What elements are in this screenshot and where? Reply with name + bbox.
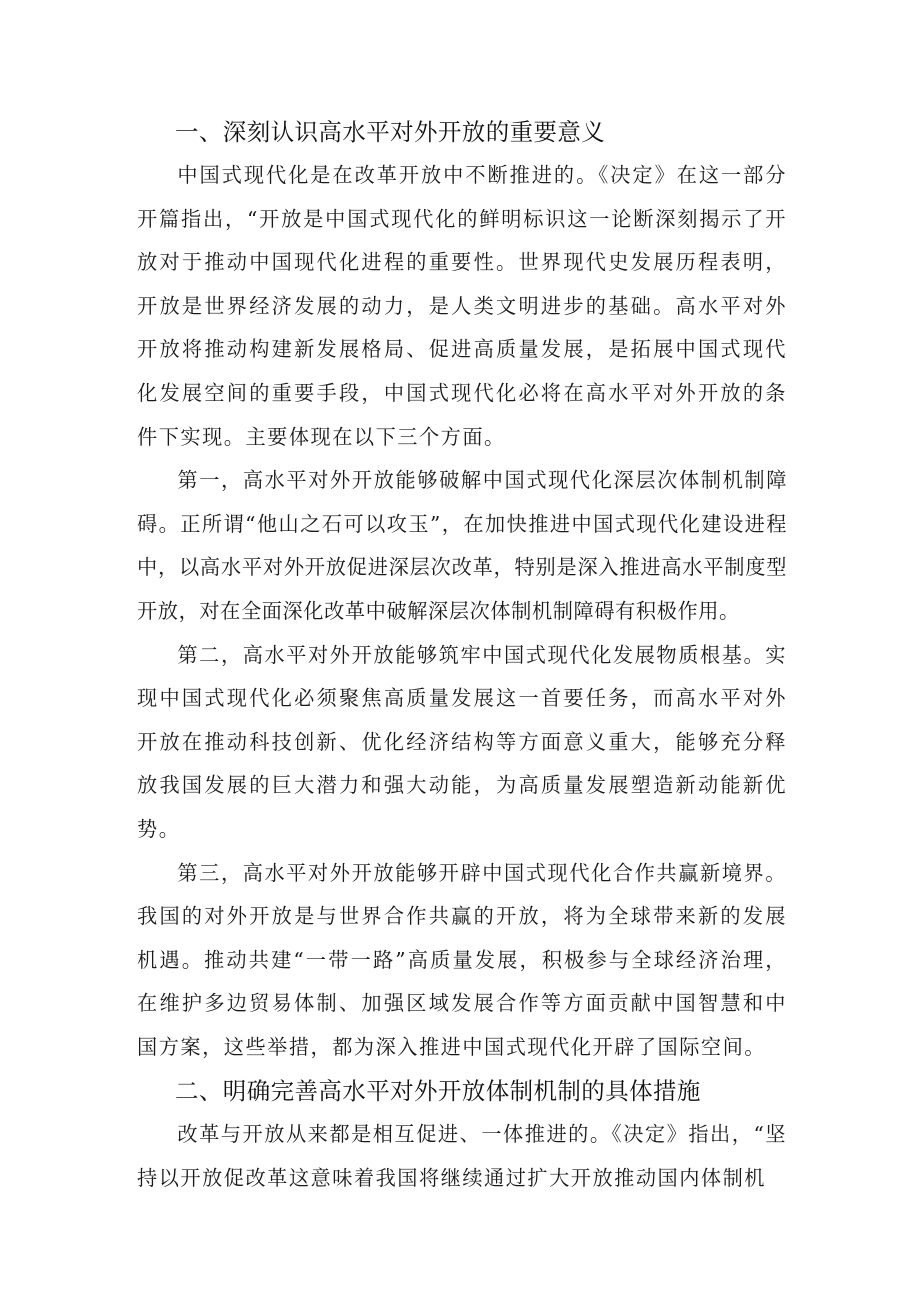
paragraph-point-3: 第三，高水平对外开放能够开辟中国式现代化合作共赢新境界。我国的对外开放是与世界合作共赢的开放，将为全球带来新的发展机遇。推动共建“一带一路”高质量发展，积极参与全球经济治理，在维护多边贸易体制、加强区域发展合作等方面贡献中国智慧和中国方案，这些举措，都为深入推进中国式现代化开辟了国际空间。 xyxy=(137,860,787,1059)
section-heading-1: 一、深刻认识高水平对外开放的重要意义 xyxy=(175,118,606,146)
section-heading-2: 二、明确完善高水平对外开放体制机制的具体措施 xyxy=(175,1077,701,1106)
paragraph-point-1: 第一，高水平对外开放能够破解中国式现代化深层次体制机制障碍。正所谓“他山之石可以攻玉”，在加快推进中国式现代化建设进程中，以高水平对外开放促进深层次改革，特别是深入推进高水平制度型开放，对在全面深化改革中破解深层次体制机制障碍有积极作用。 xyxy=(137,468,787,623)
paragraph-intro: 中国式现代化是在改革开放中不断推进的。《决定》在这一部分开篇指出，“开放是中国式现代化的鲜明标识这一论断深刻揭示了开放对于推动中国现代化进程的重要性。世界现代史发展历程表明，开放是世界经济发展的动力，是人类文明进步的基础。高水平对外开放将推动构建新发展格局、促进高质量发展，是拓展中国式现代化发展空间的重要手段，中国式现代化必将在高水平对外开放的条件下实现。主要体现在以下三个方面。 xyxy=(137,163,787,449)
document-body xyxy=(137,110,787,1201)
paragraph-point-2: 第二，高水平对外开放能够筑牢中国式现代化发展物质根基。实现中国式现代化必须聚焦高质量发展这一首要任务，而高水平对外开放在推动科技创新、优化经济结构等方面意义重大，能够充分释放我国发展的巨大潜力和强大动能，为高质量发展塑造新动能新优势。 xyxy=(137,642,787,841)
paragraph-section2-intro: 改革与开放从来都是相互促进、一体推进的。《决定》指出，“坚持以开放促改革这意味着我国将继续通过扩大开放推动国内体制机 xyxy=(137,1122,787,1191)
